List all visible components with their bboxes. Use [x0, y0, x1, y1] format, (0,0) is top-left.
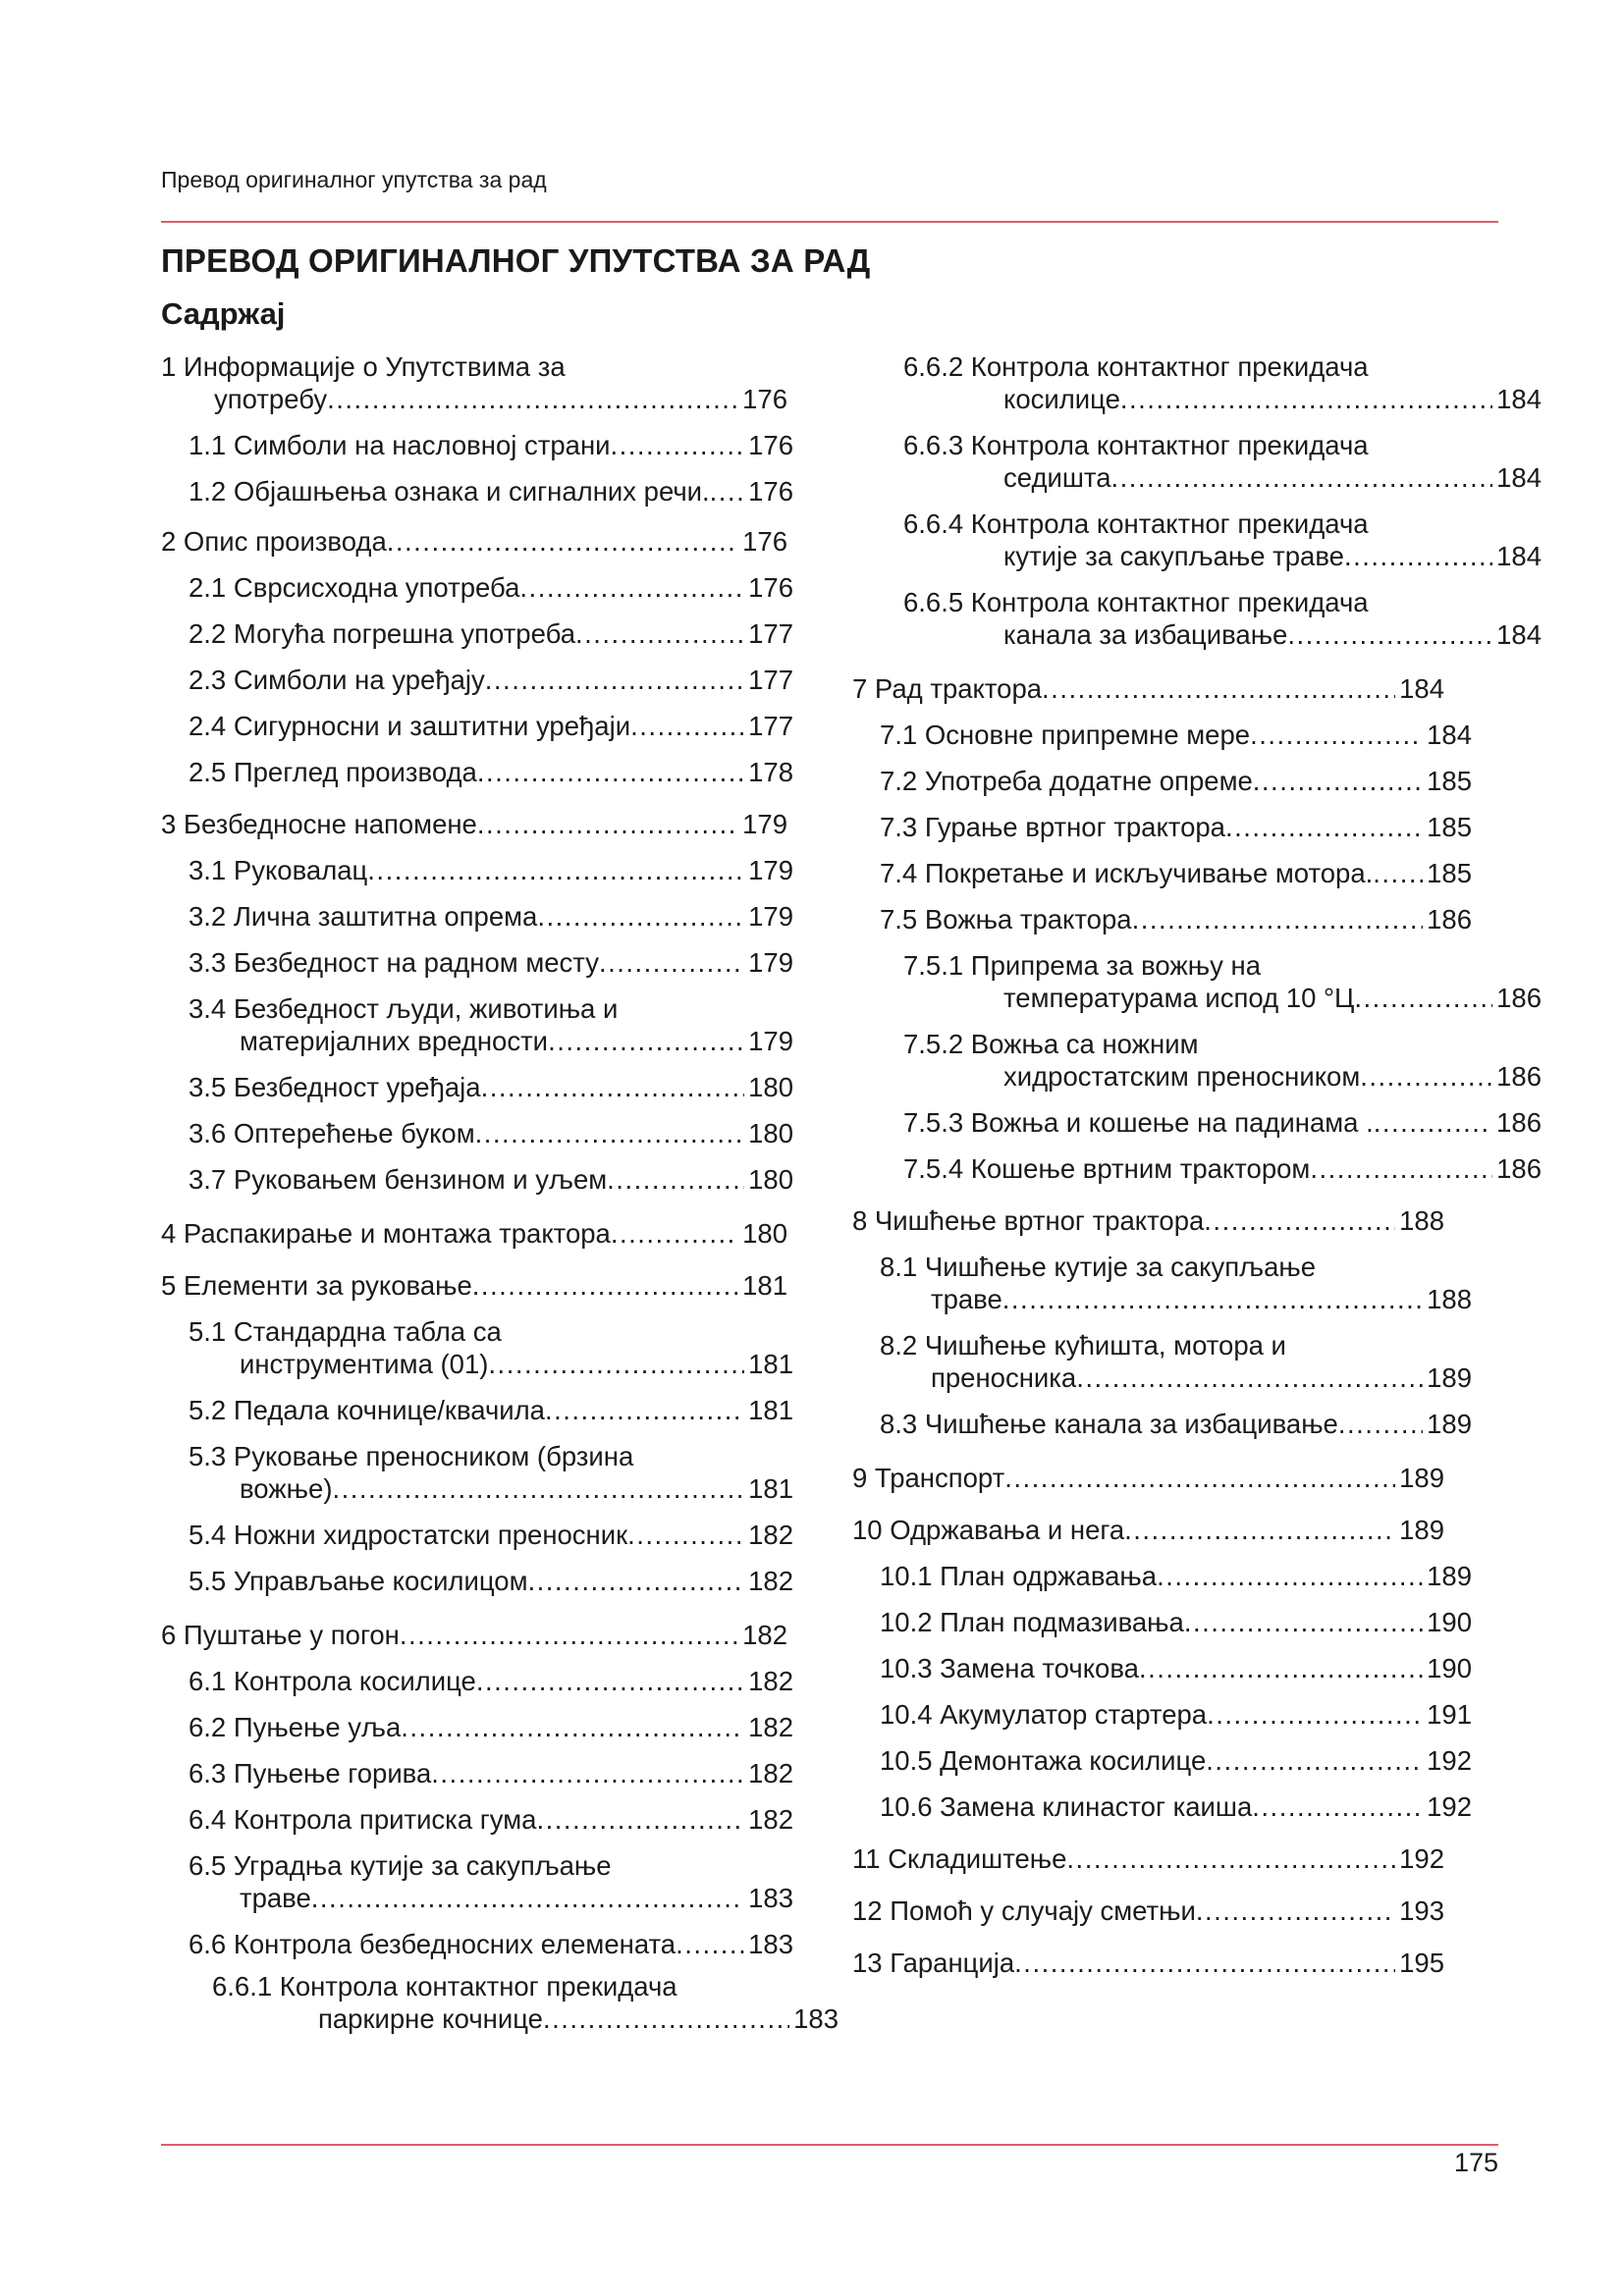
- toc-entry-title: 8.3 Чишћење канала за избацивање: [880, 1409, 1338, 1439]
- toc-entry-title: паркирне кочнице: [318, 2003, 543, 2034]
- toc-entry-title: 7.3 Гурање вртног трактора: [880, 812, 1225, 842]
- toc-entry[interactable]: [161, 350, 787, 415]
- toc-entry[interactable]: [189, 1757, 793, 1789]
- toc-entry-page: 183: [793, 2003, 839, 2034]
- toc-entry-title-line: 6.6.2 Контрола контактног прекидача: [903, 351, 1369, 382]
- toc-entry[interactable]: [189, 1519, 793, 1551]
- toc-entry[interactable]: [189, 1071, 793, 1103]
- toc-entry-title: 13 Гаранција: [852, 1948, 1015, 1978]
- toc-entry-title: 3 Безбедносне напомене: [161, 809, 477, 839]
- running-header: Превод оригиналног упутства за рад: [161, 167, 547, 192]
- document-title: ПРЕВОД ОРИГИНАЛНОГ УПУТСТВА ЗА РАД: [161, 242, 871, 279]
- toc-entry[interactable]: [189, 946, 793, 979]
- dot-leader: [327, 383, 738, 415]
- toc-entry-title: 3.3 Безбедност на радном месту: [189, 947, 599, 978]
- toc-entry-page: 180: [748, 1118, 793, 1148]
- toc-entry-title: 7.5.4 Кошење вртним трактором: [903, 1153, 1311, 1184]
- toc-entry-page: 189: [1399, 1515, 1444, 1545]
- toc-entry-title: 6.1 Контрола косилице: [189, 1666, 476, 1696]
- toc-entry-title: 3.2 Лична заштитна опрема: [189, 901, 538, 932]
- toc-entry[interactable]: [161, 1619, 787, 1651]
- toc-entry-title-line: 1 Информације о Упутствима за: [161, 351, 566, 382]
- toc-entry-title: 5.2 Педала кочнице/квачила: [189, 1395, 545, 1425]
- dot-leader: [401, 1711, 744, 1743]
- dot-leader: [548, 1025, 744, 1057]
- toc-entry-title: 11 Складиштење: [852, 1843, 1067, 1874]
- toc-entry-title: 6 Пуштање у погон: [161, 1620, 400, 1650]
- toc-entry-title-line: 6.6.4 Контрола контактног прекидача: [903, 508, 1369, 539]
- toc-entry-title: 10.6 Замена клинастог каиша: [880, 1791, 1253, 1822]
- toc-entry-page: 186: [1496, 1153, 1542, 1184]
- toc-entry-title: седишта: [1003, 462, 1111, 493]
- toc-entry-title: 7 Рад трактора: [852, 673, 1043, 704]
- toc-entry-title: 2.5 Преглед производа: [189, 757, 477, 787]
- toc-entry[interactable]: [880, 765, 1472, 797]
- toc-entry-title: 9 Транспорт: [852, 1463, 1005, 1493]
- toc-entry-page: 182: [748, 1566, 793, 1596]
- toc-entry-title-line: 7.5.1 Припрема за вожњу на: [903, 950, 1261, 981]
- dot-leader: [1076, 1362, 1423, 1394]
- toc-entry[interactable]: [161, 1217, 787, 1250]
- toc-entry-title: траве: [240, 1883, 311, 1913]
- dot-leader: [477, 756, 744, 788]
- toc-entry[interactable]: [903, 1152, 1542, 1185]
- toc-entry[interactable]: [189, 1117, 793, 1149]
- toc-entry-title: 1.2 Објашњења ознака и сигналних речи.: [189, 476, 710, 507]
- dot-leader: [1250, 719, 1423, 751]
- dot-leader: [1354, 982, 1492, 1014]
- toc-entry-page: 180: [748, 1072, 793, 1102]
- toc-entry-title: вожње): [240, 1473, 333, 1504]
- toc-entry-title: 2.1 Сврсисходна употреба: [189, 572, 520, 603]
- dot-leader: [599, 946, 744, 979]
- toc-entry[interactable]: [189, 756, 793, 788]
- toc-entry[interactable]: [903, 586, 1542, 651]
- toc-entry-title: 8 Чишћење вртног трактора: [852, 1205, 1205, 1236]
- toc-entry[interactable]: [903, 1106, 1542, 1139]
- toc-entry-page: 179: [742, 809, 787, 839]
- toc-entry-page: 179: [748, 901, 793, 932]
- toc-entry-page: 189: [1427, 1561, 1472, 1591]
- toc-entry-title-line: 8.1 Чишћење кутије за сакупљање: [880, 1252, 1317, 1282]
- toc-entry-page: 182: [748, 1666, 793, 1696]
- toc-entry-page: 185: [1427, 858, 1472, 888]
- dot-leader: [1253, 765, 1423, 797]
- toc-entry-title-line: 3.4 Безбедност људи, животиња и: [189, 993, 619, 1024]
- toc-entry-page: 176: [748, 430, 793, 460]
- toc-entry[interactable]: [880, 903, 1472, 935]
- toc-entry-title: 6.2 Пуњење уља: [189, 1712, 402, 1742]
- dot-leader: [1139, 1652, 1423, 1684]
- dot-leader: [476, 1665, 744, 1697]
- toc-entry-title-line: 7.5.2 Вожња са ножним: [903, 1029, 1199, 1059]
- toc-entry-title: употребу: [214, 384, 328, 414]
- toc-entry-page: 190: [1427, 1653, 1472, 1683]
- toc-entry[interactable]: [880, 1329, 1472, 1394]
- dot-leader: [1225, 811, 1423, 843]
- dot-leader: [575, 617, 744, 650]
- dot-leader: [1042, 672, 1395, 705]
- dot-leader: [676, 1928, 744, 1960]
- toc-entry-title: 10.4 Акумулатор стартера: [880, 1699, 1208, 1730]
- toc-entry-page: 192: [1427, 1791, 1472, 1822]
- toc-entry-page: 184: [1496, 384, 1542, 414]
- toc-entry-page: 181: [748, 1349, 793, 1379]
- toc-entry-page: 180: [748, 1164, 793, 1195]
- dot-leader: [543, 2002, 789, 2035]
- toc-entry-page: 181: [742, 1270, 787, 1301]
- dot-leader: [1206, 1744, 1423, 1777]
- toc-entry[interactable]: [189, 710, 793, 742]
- toc-entry-title: 10.5 Демонтажа косилице: [880, 1745, 1207, 1776]
- toc-entry-page: 192: [1427, 1745, 1472, 1776]
- toc-entry[interactable]: [903, 1028, 1542, 1093]
- toc-entry-page: 179: [748, 855, 793, 885]
- toc-entry[interactable]: [161, 525, 787, 558]
- toc-entry-page: 186: [1496, 1107, 1542, 1138]
- toc-entry-page: 182: [748, 1804, 793, 1835]
- toc-entry-page: 182: [742, 1620, 787, 1650]
- toc-entry[interactable]: [189, 1163, 793, 1196]
- toc-entry-title-line: 6.6.3 Контрола контактног прекидача: [903, 430, 1369, 460]
- toc-entry[interactable]: [189, 854, 793, 886]
- toc-entry[interactable]: [189, 1849, 793, 1914]
- toc-entry-title: 3.1 Руковалац: [189, 855, 368, 885]
- toc-entry-page: 178: [748, 757, 793, 787]
- dot-leader: [311, 1882, 744, 1914]
- toc-column-right: [852, 350, 1542, 1979]
- dot-leader: [536, 1803, 744, 1836]
- toc-entry[interactable]: [189, 1665, 793, 1697]
- toc-entry-page: 186: [1496, 983, 1542, 1013]
- toc-entry[interactable]: [880, 1560, 1472, 1592]
- dot-leader: [332, 1472, 744, 1505]
- dot-leader: [537, 900, 744, 933]
- toc-entry[interactable]: [189, 1928, 793, 1960]
- toc-entry-page: 188: [1399, 1205, 1444, 1236]
- toc-entry[interactable]: [189, 992, 793, 1057]
- dot-leader: [481, 1071, 745, 1103]
- toc-entry-page: 177: [748, 711, 793, 741]
- dot-leader: [1120, 383, 1492, 415]
- dot-leader: [611, 429, 745, 461]
- toc-entry-page: 191: [1427, 1699, 1472, 1730]
- toc-entry-page: 185: [1427, 812, 1472, 842]
- dot-leader: [367, 854, 744, 886]
- toc-entry-title: 7.4 Покретање и искључивање мотора.: [880, 858, 1374, 888]
- toc-entry-title: 5.4 Ножни хидростатски преносник: [189, 1520, 628, 1550]
- toc-entry-page: 195: [1399, 1948, 1444, 1978]
- dot-leader: [545, 1394, 744, 1426]
- toc-entry-title: материјалних вредности: [240, 1026, 549, 1056]
- toc-entry-page: 184: [1496, 541, 1542, 571]
- toc-entry-page: 176: [742, 384, 787, 414]
- dot-leader: [1196, 1895, 1395, 1927]
- dot-leader: [1207, 1698, 1423, 1731]
- toc-entry[interactable]: [852, 1514, 1444, 1546]
- dot-leader: [387, 525, 738, 558]
- dot-leader: [1184, 1606, 1423, 1638]
- toc-entry[interactable]: [852, 1842, 1444, 1875]
- toc-entry-page: 188: [1427, 1284, 1472, 1314]
- toc-entry-page: 193: [1399, 1896, 1444, 1926]
- toc-entry-title: 7.1 Основне припремне мере: [880, 720, 1251, 750]
- dot-leader: [1374, 1106, 1492, 1139]
- toc-entry-title: 5 Елементи за руковање: [161, 1270, 472, 1301]
- toc-entry-title: 10.2 План подмазивања: [880, 1607, 1184, 1637]
- toc-entry-page: 182: [748, 1758, 793, 1789]
- toc-entry-title-line: 5.3 Руковање преносником (брзина: [189, 1441, 634, 1471]
- dot-leader: [431, 1757, 744, 1789]
- toc-entry[interactable]: [852, 1204, 1444, 1237]
- toc-entry-page: 177: [748, 618, 793, 649]
- dot-leader: [1004, 1462, 1395, 1494]
- dot-leader: [1002, 1283, 1423, 1315]
- toc-entry-page: 182: [748, 1520, 793, 1550]
- dot-leader: [475, 1117, 744, 1149]
- toc-entry-title: 3.5 Безбедност уређаја: [189, 1072, 481, 1102]
- toc-entry-title-line: 6.6.5 Контрола контактног прекидача: [903, 587, 1369, 617]
- dot-leader: [485, 664, 744, 696]
- toc-entry-page: 189: [1427, 1409, 1472, 1439]
- toc-entry[interactable]: [189, 664, 793, 696]
- toc-heading: Садржај: [161, 296, 286, 331]
- toc-entry-page: 181: [748, 1395, 793, 1425]
- toc-entry-page: 179: [748, 947, 793, 978]
- toc-entry-page: 183: [748, 1929, 793, 1959]
- toc-entry[interactable]: [189, 475, 793, 507]
- dot-leader: [1014, 1947, 1395, 1979]
- toc-entry[interactable]: [189, 1315, 793, 1380]
- dot-leader: [1132, 903, 1424, 935]
- dot-leader: [1124, 1514, 1395, 1546]
- dot-leader: [519, 571, 744, 604]
- dot-leader: [611, 1217, 738, 1250]
- toc-entry[interactable]: [852, 1895, 1444, 1927]
- toc-entry-page: 183: [748, 1883, 793, 1913]
- toc-entry[interactable]: [189, 1440, 793, 1505]
- toc-entry-title-line: 5.1 Стандардна табла са: [189, 1316, 502, 1347]
- dot-leader: [1344, 540, 1492, 572]
- toc-entry-title: 1.1 Симболи на насловној страни: [189, 430, 611, 460]
- toc-entry-title: 2.3 Симболи на уређају: [189, 665, 485, 695]
- dot-leader: [630, 710, 744, 742]
- dot-leader: [710, 475, 744, 507]
- toc-entry-page: 189: [1399, 1463, 1444, 1493]
- dot-leader: [1066, 1842, 1395, 1875]
- toc-entry-title: 6.6 Контрола безбедносних елемената: [189, 1929, 677, 1959]
- toc-entry-title: 2.4 Сигурносни и заштитни уређаји: [189, 711, 631, 741]
- toc-entry[interactable]: [189, 617, 793, 650]
- toc-entry[interactable]: [903, 429, 1542, 494]
- toc-entry-title: преносника: [931, 1362, 1077, 1393]
- toc-entry[interactable]: [189, 429, 793, 461]
- dot-leader: [1338, 1408, 1423, 1440]
- toc-entry-title: 10.3 Замена точкова: [880, 1653, 1139, 1683]
- dot-leader: [477, 808, 738, 840]
- toc-entry-title: инструментима (01): [240, 1349, 489, 1379]
- toc-entry-title-line: 6.5 Уградња кутије за сакупљање: [189, 1850, 612, 1881]
- dot-leader: [627, 1519, 744, 1551]
- toc-entry-page: 177: [748, 665, 793, 695]
- toc-entry-title: хидростатским преносником: [1003, 1061, 1361, 1092]
- toc-entry-title: траве: [931, 1284, 1002, 1314]
- toc-entry-title: 10.1 План одржавања: [880, 1561, 1158, 1591]
- toc-entry[interactable]: [852, 672, 1444, 705]
- toc-entry[interactable]: [189, 1565, 793, 1597]
- toc-entry-title-line: 6.6.1 Контрола контактног прекидача: [212, 1971, 677, 2002]
- toc-entry-page: 184: [1399, 673, 1444, 704]
- toc-entry-page: 186: [1427, 904, 1472, 934]
- toc-entry[interactable]: [161, 808, 787, 840]
- toc-entry-title: 12 Помоћ у случају сметњи: [852, 1896, 1196, 1926]
- dot-leader: [472, 1269, 738, 1302]
- toc-entry-page: 182: [748, 1712, 793, 1742]
- toc-entry-title-line: 8.2 Чишћење кућишта, мотора и: [880, 1330, 1286, 1361]
- dot-leader: [1111, 461, 1493, 494]
- toc-entry-page: 176: [748, 476, 793, 507]
- toc-entry[interactable]: [880, 1698, 1472, 1731]
- toc-entry[interactable]: [880, 1251, 1472, 1315]
- toc-entry-page: 176: [742, 526, 787, 557]
- toc-entry-page: 176: [748, 572, 793, 603]
- toc-entry-page: 192: [1399, 1843, 1444, 1874]
- toc-entry[interactable]: [903, 507, 1542, 572]
- dot-leader: [488, 1348, 744, 1380]
- dot-leader: [1310, 1152, 1492, 1185]
- toc-entry-title: 3.7 Руковањем бензином и уљем: [189, 1164, 608, 1195]
- dot-leader: [1360, 1060, 1492, 1093]
- toc-entry[interactable]: [880, 857, 1472, 889]
- toc-entry[interactable]: [903, 350, 1542, 415]
- toc-entry-page: 179: [748, 1026, 793, 1056]
- toc-entry-page: 180: [742, 1218, 787, 1249]
- toc-entry[interactable]: [189, 1394, 793, 1426]
- toc-entry-title: 5.5 Управљање косилицом: [189, 1566, 528, 1596]
- toc-entry-title: 10 Одржавања и нега: [852, 1515, 1125, 1545]
- toc-entry[interactable]: [189, 1711, 793, 1743]
- toc-entry-page: 185: [1427, 766, 1472, 796]
- toc-entry[interactable]: [880, 811, 1472, 843]
- header-divider: [161, 221, 1498, 223]
- page-number: 175: [1453, 2148, 1498, 2177]
- toc-entry[interactable]: [212, 1970, 839, 2035]
- dot-leader: [1287, 618, 1492, 651]
- dot-leader: [1252, 1790, 1423, 1823]
- toc-entry-title: 2 Опис производа: [161, 526, 387, 557]
- toc-entry-page: 184: [1496, 619, 1542, 650]
- toc-entry[interactable]: [880, 1790, 1472, 1823]
- toc-entry-title: 7.2 Употреба додатне опреме: [880, 766, 1253, 796]
- toc-entry[interactable]: [903, 949, 1542, 1014]
- toc-entry-title: температурама испод 10 °Ц: [1003, 983, 1355, 1013]
- toc-entry-title: кутије за сакупљање траве: [1003, 541, 1344, 571]
- toc-entry-page: 190: [1427, 1607, 1472, 1637]
- toc-entry-title: канала за избацивање: [1003, 619, 1288, 650]
- toc-entry[interactable]: [880, 1744, 1472, 1777]
- dot-leader: [607, 1163, 744, 1196]
- toc-entry-title: косилице: [1003, 384, 1120, 414]
- dot-leader: [1373, 857, 1423, 889]
- toc-entry[interactable]: [161, 1269, 787, 1302]
- toc-entry[interactable]: [880, 1606, 1472, 1638]
- toc-entry-title: 6.4 Контрола притиска гума: [189, 1804, 537, 1835]
- dot-leader: [1204, 1204, 1395, 1237]
- toc-entry-page: 186: [1496, 1061, 1542, 1092]
- toc-entry[interactable]: [880, 1652, 1472, 1684]
- toc-entry-title: 4 Распакирање и монтажа трактора: [161, 1218, 611, 1249]
- toc-entry[interactable]: [880, 719, 1472, 751]
- toc-entry-title: 2.2 Могућа погрешна употреба: [189, 618, 575, 649]
- footer-divider: [161, 2144, 1498, 2146]
- toc-entry-page: 189: [1427, 1362, 1472, 1393]
- toc-entry[interactable]: [880, 1408, 1472, 1440]
- toc-entry[interactable]: [852, 1462, 1444, 1494]
- toc-entry[interactable]: [189, 1803, 793, 1836]
- dot-leader: [527, 1565, 744, 1597]
- toc-entry-title: 3.6 Оптерећење буком: [189, 1118, 475, 1148]
- toc-entry-title: 6.3 Пуњење горива: [189, 1758, 432, 1789]
- toc-entry-page: 181: [748, 1473, 793, 1504]
- dot-leader: [400, 1619, 738, 1651]
- toc-entry-title: 7.5.3 Вожња и кошење на падинама .: [903, 1107, 1374, 1138]
- toc-entry-page: 184: [1427, 720, 1472, 750]
- dot-leader: [1157, 1560, 1423, 1592]
- toc-entry-page: 184: [1496, 462, 1542, 493]
- toc-entry-title: 7.5 Вожња трактора: [880, 904, 1132, 934]
- toc-entry[interactable]: [189, 571, 793, 604]
- toc-column-left: [161, 350, 839, 2035]
- toc-entry[interactable]: [852, 1947, 1444, 1979]
- toc-entry[interactable]: [189, 900, 793, 933]
